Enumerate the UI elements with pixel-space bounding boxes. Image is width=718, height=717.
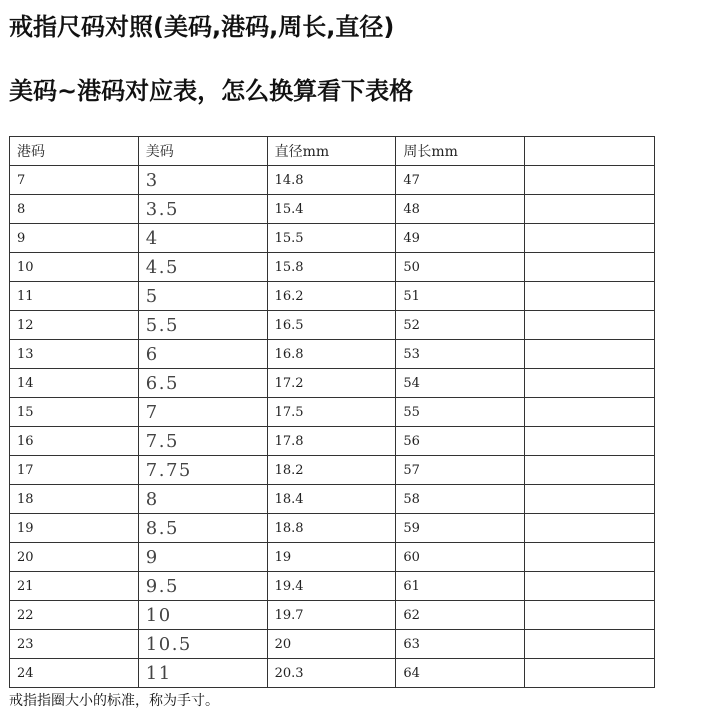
cell-circumference: 55: [396, 398, 525, 427]
cell-hk-size: 14: [10, 369, 139, 398]
cell-us-size: 4: [138, 224, 267, 253]
table-row: [10, 601, 655, 630]
cell-circumference: 51: [396, 282, 525, 311]
cell-empty: [525, 282, 655, 311]
cell-circumference: 64: [396, 659, 525, 688]
cell-hk-size: 18: [10, 485, 139, 514]
cell-hk-size: 9: [10, 224, 139, 253]
cell-diameter: 14.8: [267, 166, 396, 195]
cell-diameter: 19.4: [267, 572, 396, 601]
cell-hk-size: 15: [10, 398, 139, 427]
cell-empty: [525, 572, 655, 601]
table-row: [10, 282, 655, 311]
cell-circumference: 54: [396, 369, 525, 398]
table-header-row: [10, 137, 655, 166]
cell-circumference: 50: [396, 253, 525, 282]
cell-circumference: 47: [396, 166, 525, 195]
cell-us-size: 7.75: [138, 456, 267, 485]
cell-empty: [525, 369, 655, 398]
cell-us-size: 7.5: [138, 427, 267, 456]
cell-empty: [525, 659, 655, 688]
table-row: [10, 253, 655, 282]
cell-circumference: 60: [396, 543, 525, 572]
cell-empty: [525, 166, 655, 195]
cell-empty: [525, 224, 655, 253]
header-us-size: 美码: [138, 137, 267, 166]
cell-diameter: 18.8: [267, 514, 396, 543]
cell-circumference: 52: [396, 311, 525, 340]
cell-hk-size: 8: [10, 195, 139, 224]
cell-diameter: 17.8: [267, 427, 396, 456]
table-row: [10, 630, 655, 659]
cell-empty: [525, 340, 655, 369]
table-row: [10, 485, 655, 514]
cell-circumference: 53: [396, 340, 525, 369]
cell-diameter: 18.2: [267, 456, 396, 485]
cell-circumference: 59: [396, 514, 525, 543]
cell-us-size: 9: [138, 543, 267, 572]
table-row: [10, 572, 655, 601]
table-row: [10, 543, 655, 572]
cell-us-size: 4.5: [138, 253, 267, 282]
table-row: [10, 514, 655, 543]
table-row: [10, 340, 655, 369]
cell-diameter: 16.2: [267, 282, 396, 311]
cell-hk-size: 13: [10, 340, 139, 369]
cell-diameter: 17.5: [267, 398, 396, 427]
table-row: [10, 166, 655, 195]
cell-empty: [525, 253, 655, 282]
page-subtitle: 美码~港码对应表，怎么换算看下表格: [9, 77, 414, 105]
cell-empty: [525, 485, 655, 514]
cell-empty: [525, 311, 655, 340]
cell-hk-size: 24: [10, 659, 139, 688]
table-row: [10, 195, 655, 224]
cell-hk-size: 23: [10, 630, 139, 659]
cell-hk-size: 10: [10, 253, 139, 282]
cell-circumference: 62: [396, 601, 525, 630]
cell-us-size: 11: [138, 659, 267, 688]
table-row: [10, 659, 655, 688]
header-empty: [525, 137, 655, 166]
cell-circumference: 57: [396, 456, 525, 485]
cell-us-size: 3.5: [138, 195, 267, 224]
cell-us-size: 5.5: [138, 311, 267, 340]
cell-diameter: 15.5: [267, 224, 396, 253]
cell-diameter: 20.3: [267, 659, 396, 688]
ring-size-table-body: [10, 137, 655, 688]
footnote: 戒指指圈大小的标准，称为手寸。: [9, 693, 219, 709]
cell-empty: [525, 514, 655, 543]
header-hk-size: 港码: [10, 137, 139, 166]
cell-us-size: 6.5: [138, 369, 267, 398]
cell-us-size: 8: [138, 485, 267, 514]
cell-empty: [525, 427, 655, 456]
cell-circumference: 56: [396, 427, 525, 456]
cell-hk-size: 11: [10, 282, 139, 311]
cell-us-size: 8.5: [138, 514, 267, 543]
cell-hk-size: 21: [10, 572, 139, 601]
table-row: [10, 311, 655, 340]
cell-us-size: 5: [138, 282, 267, 311]
cell-empty: [525, 398, 655, 427]
cell-hk-size: 22: [10, 601, 139, 630]
cell-diameter: 18.4: [267, 485, 396, 514]
cell-circumference: 48: [396, 195, 525, 224]
cell-hk-size: 19: [10, 514, 139, 543]
cell-diameter: 20: [267, 630, 396, 659]
table-row: [10, 398, 655, 427]
cell-hk-size: 16: [10, 427, 139, 456]
table-row: [10, 369, 655, 398]
table-row: [10, 427, 655, 456]
cell-diameter: 15.4: [267, 195, 396, 224]
cell-us-size: 10: [138, 601, 267, 630]
cell-us-size: 6: [138, 340, 267, 369]
cell-diameter: 19: [267, 543, 396, 572]
cell-diameter: 17.2: [267, 369, 396, 398]
cell-circumference: 58: [396, 485, 525, 514]
cell-us-size: 3: [138, 166, 267, 195]
cell-diameter: 16.5: [267, 311, 396, 340]
cell-us-size: 7: [138, 398, 267, 427]
cell-diameter: 16.8: [267, 340, 396, 369]
header-circumference: 周长mm: [396, 137, 525, 166]
cell-empty: [525, 195, 655, 224]
cell-empty: [525, 543, 655, 572]
cell-empty: [525, 456, 655, 485]
cell-circumference: 63: [396, 630, 525, 659]
cell-diameter: 15.8: [267, 253, 396, 282]
header-diameter: 直径mm: [267, 137, 396, 166]
table-row: [10, 456, 655, 485]
cell-us-size: 9.5: [138, 572, 267, 601]
table-row: [10, 224, 655, 253]
cell-circumference: 61: [396, 572, 525, 601]
page-title: 戒指尺码对照(美码,港码,周长,直径): [9, 13, 395, 41]
cell-hk-size: 7: [10, 166, 139, 195]
cell-us-size: 10.5: [138, 630, 267, 659]
cell-empty: [525, 601, 655, 630]
cell-hk-size: 12: [10, 311, 139, 340]
ring-size-table: [9, 136, 655, 688]
cell-empty: [525, 630, 655, 659]
cell-circumference: 49: [396, 224, 525, 253]
cell-diameter: 19.7: [267, 601, 396, 630]
cell-hk-size: 17: [10, 456, 139, 485]
cell-hk-size: 20: [10, 543, 139, 572]
